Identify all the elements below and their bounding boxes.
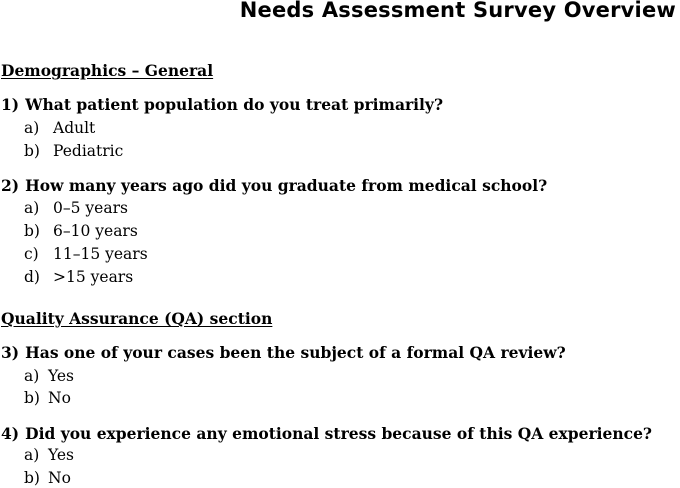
option-text: Adult	[53, 119, 96, 137]
option-q2-b	[24, 222, 138, 240]
option-text: No	[48, 389, 71, 407]
section-heading-quality-assurance: Quality Assurance (QA) section	[1, 309, 273, 328]
question-text: Did you experience any emotional stress because of this QA experience?	[25, 424, 653, 443]
option-letter: a)	[24, 367, 40, 385]
option-letter: b)	[24, 222, 40, 240]
option-letter: a)	[24, 199, 40, 217]
option-q3-a	[24, 367, 74, 385]
question-number: 2)	[1, 176, 20, 195]
question-3	[1, 343, 566, 362]
option-text: Yes	[48, 367, 75, 385]
option-q1-a	[24, 119, 95, 137]
question-text: How many years ago did you graduate from medical school?	[25, 176, 548, 195]
option-text: Pediatric	[53, 142, 124, 160]
option-q2-c	[24, 245, 148, 263]
question-1	[1, 95, 443, 114]
option-letter: a)	[24, 119, 40, 137]
option-letter: b)	[24, 142, 40, 160]
option-text: No	[48, 469, 71, 487]
question-4	[1, 424, 652, 443]
option-letter: b)	[24, 389, 40, 407]
question-text: What patient population do you treat primarily?	[25, 95, 444, 114]
option-letter: d)	[24, 268, 40, 286]
option-q4-a	[24, 446, 74, 464]
option-q1-b	[24, 142, 123, 160]
question-number: 3)	[1, 343, 20, 362]
option-text: 6–10 years	[53, 222, 138, 240]
option-q2-a	[24, 199, 128, 217]
question-number: 4)	[1, 424, 20, 443]
question-text: Has one of your cases been the subject of a formal QA review?	[25, 343, 566, 362]
page-title: Needs Assessment Survey Overview	[239, 0, 676, 22]
option-q3-b	[24, 389, 71, 407]
question-2	[1, 176, 547, 195]
option-q2-d	[24, 268, 133, 286]
section-heading-demographics: Demographics – General	[1, 61, 214, 80]
option-text: 11–15 years	[53, 245, 148, 263]
option-text: >15 years	[53, 268, 134, 286]
option-letter: c)	[24, 245, 39, 263]
option-letter: b)	[24, 469, 40, 487]
option-letter: a)	[24, 446, 40, 464]
option-q4-b	[24, 469, 71, 487]
question-number: 1)	[1, 95, 20, 114]
option-text: Yes	[48, 446, 75, 464]
option-text: 0–5 years	[53, 199, 128, 217]
